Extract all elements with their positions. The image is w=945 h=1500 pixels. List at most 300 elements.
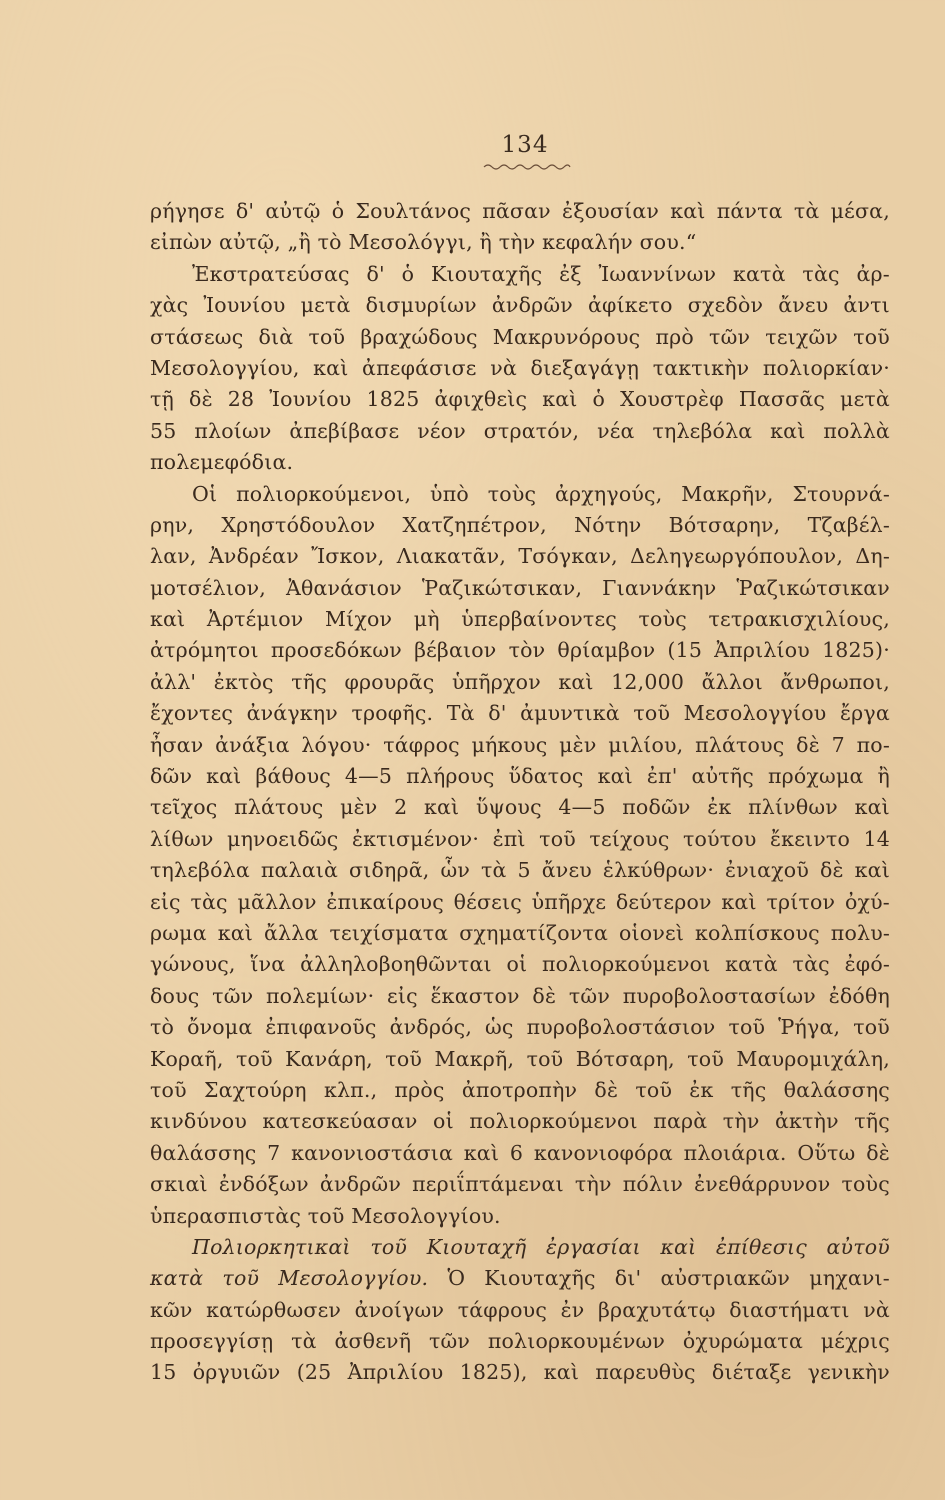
word: 28 [227, 387, 255, 412]
word: βραχυτάτῳ [598, 1297, 716, 1322]
word: καὶ [150, 607, 186, 632]
word: ἀνδρῶν [319, 1172, 401, 1197]
word: τακτικὴν [652, 355, 750, 380]
section-line [150, 1357, 890, 1388]
text-line [150, 824, 890, 855]
word: τὸ [150, 1015, 175, 1040]
word: δὲ [819, 858, 844, 883]
word: Ἐκστρατεύσας [192, 261, 350, 286]
text-line [150, 1138, 890, 1169]
word: Σουλτάνος [355, 199, 472, 223]
word: 2 [394, 795, 408, 820]
word: Οὕτω [797, 1140, 856, 1165]
word: Τζαβέλ- [807, 512, 890, 537]
word: αὐτοῦ [826, 1234, 890, 1259]
word: ἑλκύθρων· [602, 858, 715, 883]
word: πλάτους [234, 795, 324, 820]
word: ἀτρόμητοι [150, 638, 259, 663]
word: κατεσκεύασαν [262, 1109, 418, 1134]
word: πλίνθων [748, 795, 838, 820]
word: Ἰωαννίνων [598, 261, 717, 286]
word: ὧν [440, 858, 471, 883]
word: καὶ [597, 764, 633, 789]
word: πολιορκίαν· [762, 355, 890, 380]
section-line [150, 1263, 890, 1294]
word: Ἴσκον, [311, 544, 385, 569]
word: δεύτερον [615, 889, 712, 914]
word: ἀρχηγούς, [555, 481, 663, 506]
word: ἐξουσίαν [562, 199, 660, 223]
word: τροφῆς. [351, 701, 434, 726]
word: Ἰουνίου [269, 387, 352, 412]
word: εἰς [150, 889, 181, 914]
word: ὡς [485, 1015, 514, 1040]
word: ὑπερβαίνοντες [461, 607, 617, 632]
word: πολεμίων· [266, 983, 375, 1008]
word: αὐστριακῶν [660, 1266, 791, 1291]
word: ἀνδρῶν [491, 293, 573, 318]
word: ἀντι [843, 293, 890, 318]
word: 4—5 [344, 764, 393, 789]
word: ἀπεβίβασε [289, 418, 400, 443]
text-line [150, 1012, 890, 1043]
word: ἔχοντες [150, 701, 234, 726]
word: ὁ [592, 387, 606, 412]
word: Πολιορκητικαὶ [192, 1234, 351, 1259]
word: ἐπικαίρους [326, 889, 444, 914]
word: 12,000 [611, 669, 685, 694]
word: τηλεβόλα [652, 418, 753, 443]
text-line [150, 541, 890, 572]
word: ἐνιαχοῦ [725, 858, 809, 883]
word: ὕψους [475, 795, 542, 820]
word: τειχίσματα [329, 920, 449, 945]
word: Πασσᾶς [738, 387, 826, 412]
word: ἀλληλοβοηθῶνται [300, 952, 492, 977]
text-line [150, 635, 890, 666]
word: ἐκτισμένον· [351, 826, 480, 851]
word: πολιορκουμένων [487, 1329, 666, 1354]
text-line [150, 259, 890, 290]
word: μέσα, [830, 199, 890, 223]
word: γώνους, [150, 952, 236, 977]
word: τάφρους [457, 1297, 547, 1322]
word: ἀλλ' [150, 669, 197, 694]
word: διεξαγάγῃ [530, 355, 640, 380]
word: Ἀπριλίου [347, 1360, 444, 1385]
word: Σαχτούρη [203, 1077, 307, 1102]
word: δὲ [189, 387, 213, 412]
word: σκιαὶ [150, 1172, 208, 1197]
section-line [150, 1295, 890, 1326]
word: παρευθὺς [595, 1360, 696, 1385]
text-line [150, 1106, 890, 1137]
word: ἀμυντικὰ [520, 701, 620, 726]
word: Κιουταχῆς [484, 1266, 596, 1291]
word: Ἀνδρέαν [208, 544, 299, 569]
word: σιδηρᾶ, [349, 858, 430, 883]
word: τοῦ [635, 1077, 673, 1102]
word: χὰς [150, 293, 189, 318]
word: Μακρῆ, [434, 1046, 515, 1071]
word: ἔκειντο [769, 826, 851, 851]
word: κανονιοφόρα [533, 1140, 673, 1165]
word: πολιορκούμενοι [541, 952, 711, 977]
line-text: εἰπὼν αὐτῷ, „ἢ τὸ Μεσολόγγι, ἢ τὴν κεφαλήν σου.“ [150, 230, 697, 255]
word: τηλεβόλα [150, 858, 250, 883]
word: ἐνδόξων [218, 1172, 309, 1197]
word: Βότσαρην, [668, 512, 781, 537]
word: δ' [488, 701, 507, 726]
word: καὶ [660, 1234, 697, 1259]
word: πυροβολοστασίων [622, 983, 816, 1008]
text-line [150, 479, 890, 510]
text-line [150, 447, 890, 478]
word: τρίτον [766, 889, 836, 914]
word: πυροβολοστάσιον [526, 1015, 716, 1040]
text-line [150, 792, 890, 823]
word: ὑπῆρχε [531, 889, 607, 914]
word: καὶ [721, 889, 757, 914]
word: Μακρυνόρους [492, 324, 641, 349]
word: ἐπὶ [492, 826, 526, 851]
word: τῶν [709, 324, 751, 349]
word: λίθων [150, 826, 214, 851]
word: Κανάρη, [285, 1046, 373, 1071]
word: πο- [856, 732, 890, 757]
word: δους [150, 983, 200, 1008]
word: λαν, [150, 544, 197, 569]
word: ἵνα [250, 952, 286, 977]
word: τῶν [212, 983, 254, 1008]
word: ἢ [877, 764, 890, 789]
word: πλοιάρια. [683, 1140, 787, 1165]
word: τὴν [722, 1109, 760, 1134]
word: Τσόγκαν, [518, 544, 618, 569]
word: 15 [150, 1360, 177, 1385]
word: καὶ [463, 1140, 500, 1165]
text-line [150, 290, 890, 321]
body-text [150, 196, 890, 1389]
word: λόγου· [301, 732, 372, 757]
word: ἐνεθάρρυνον [694, 1172, 831, 1197]
word: μέχρις [820, 1329, 890, 1354]
word: πόλιν [622, 1172, 683, 1197]
word: κινδύνου [150, 1109, 247, 1134]
word: πρόχωμα [767, 764, 864, 789]
word: τὰ [793, 199, 820, 223]
word: Λιακατᾶν, [396, 544, 507, 569]
word: Ἰουνίου [203, 293, 286, 318]
word: ἀνάγκην [246, 701, 338, 726]
word: δ' [366, 261, 385, 286]
word: Χρηστόδουλον [221, 512, 376, 537]
text-line [150, 196, 890, 227]
word: τὴν [574, 1172, 612, 1197]
word: τοῦ [235, 1046, 273, 1071]
word: προσεγγίσῃ [150, 1329, 274, 1354]
text-line [150, 698, 890, 729]
word: ἐκ [707, 795, 732, 820]
word: δὲ [594, 1077, 619, 1102]
text-line [150, 949, 890, 980]
word: Τὰ [446, 701, 475, 726]
word: στάσεως [150, 324, 244, 349]
word: θαλάσσης [150, 1140, 257, 1165]
word: (15 [667, 638, 703, 663]
word: κατὰ [732, 261, 786, 286]
word: τοῦ [539, 826, 576, 851]
word: Μεσολογγίου [683, 701, 827, 726]
word: Κοραῆ, [150, 1046, 224, 1071]
word: ὀχυρώματα [682, 1329, 804, 1354]
word: δὲ [796, 732, 820, 757]
word: τείχους [589, 826, 670, 851]
word: Γιαννάκην [602, 575, 717, 600]
word: ἐκτὸς [213, 669, 274, 694]
word: ἄνθρωποι, [780, 669, 890, 694]
word: καὶ [854, 795, 890, 820]
word: καὶ [558, 669, 594, 694]
word: ἄνευ [541, 858, 592, 883]
word: τοῦ [308, 324, 346, 349]
text-line [150, 384, 890, 415]
word: κατώρθωσεν [206, 1297, 342, 1322]
word: φρουρᾶς [344, 669, 435, 694]
word: ποδῶν [622, 795, 691, 820]
word: θρίαμβον [557, 638, 656, 663]
word: καὶ [854, 858, 890, 883]
word: τοῦ [687, 1046, 724, 1071]
word: κανονιοστάσια [291, 1140, 454, 1165]
word: Νότην [574, 512, 642, 537]
word: μετὰ [840, 387, 890, 412]
word: διαστήματι [729, 1297, 850, 1322]
word: κατὰ [150, 1266, 204, 1291]
word: μήκους [471, 732, 548, 757]
word: Ῥαζικώτσικαν, [421, 575, 583, 600]
word: θέσεις [453, 889, 522, 914]
word: Μαυρομιχάλη, [736, 1046, 890, 1071]
word: βραχώδους [360, 324, 478, 349]
word: τοῦ [853, 1015, 890, 1040]
word: κολπίσκους [695, 920, 820, 945]
word: Δεληγεωργόπουλον, [630, 544, 844, 569]
word: ἀκτὴν [774, 1109, 839, 1134]
word: ἄλλα [264, 920, 319, 945]
word: στρατόν, [483, 418, 580, 443]
word: τὰ [291, 1329, 317, 1354]
word: ὕδατος [508, 764, 584, 789]
word: 1825)· [822, 638, 890, 663]
word: ἐργασίαι [546, 1234, 641, 1259]
word: καὶ [424, 795, 460, 820]
text-line [150, 227, 890, 258]
word: δὲ [866, 1140, 890, 1165]
word: δῶν [150, 764, 193, 789]
word: καὶ [770, 418, 806, 443]
word: τοῦ [222, 1266, 260, 1291]
word: 55 [150, 418, 177, 443]
word: 1825), [459, 1360, 528, 1385]
word: ἐπ' [646, 764, 678, 789]
word: τοὺς [841, 1172, 890, 1197]
word: καὶ [206, 764, 242, 789]
word: Κιουταχῆς [430, 261, 543, 286]
word: τοῦ [370, 1234, 408, 1259]
word: ἐκ [689, 1077, 714, 1102]
word: οἱ [433, 1109, 454, 1134]
word: Ῥαζικώτσικαν [736, 575, 890, 600]
word: Ἀρτέμιον [206, 607, 304, 632]
text-line [150, 981, 890, 1012]
word: ἀφιχθεὶς [434, 387, 528, 412]
word: πλάτους [695, 732, 785, 757]
word: τοῦ [853, 324, 890, 349]
word: σχηματίζοντα [459, 920, 609, 945]
word: ἐν [560, 1297, 585, 1322]
word: πολιορκούμενοι [469, 1109, 638, 1134]
word: 7 [267, 1140, 281, 1165]
text-line [150, 353, 890, 384]
word: παρὰ [653, 1109, 708, 1134]
word: καὶ [670, 199, 706, 223]
word: διὰ [258, 324, 294, 349]
word: τειχῶν [765, 324, 839, 349]
word: Ῥήγα, [778, 1015, 841, 1040]
word: Χουστρὲφ [620, 387, 724, 412]
word: πολυ- [830, 920, 890, 945]
word: πρὸ [655, 324, 694, 349]
word: ὁ [401, 261, 415, 286]
text-line [150, 887, 890, 918]
word: τοῦ [150, 1077, 187, 1102]
word: καὶ [542, 387, 578, 412]
word: τὸν [508, 638, 546, 663]
word: τῶν [568, 983, 610, 1008]
text-line [150, 761, 890, 792]
word: αὐτῆς [691, 764, 754, 789]
word: μοτσέλιον, [150, 575, 266, 600]
section-line [150, 1326, 890, 1357]
word: τὰς [792, 952, 830, 977]
word: ἐξ [559, 261, 582, 286]
word: Στουρνά- [792, 481, 890, 506]
word: οἱ [506, 952, 528, 977]
text-line [150, 416, 890, 447]
word: ὑπῆρχον [451, 669, 541, 694]
word: μᾶλλον [237, 889, 317, 914]
word: τοῦ [633, 701, 671, 726]
word: ὀχύ- [844, 889, 890, 914]
ornament-divider [482, 162, 572, 172]
word: μὴ [413, 607, 440, 632]
word: ἐπιφανοῦς [265, 1015, 377, 1040]
word: Κιουταχῆ [426, 1234, 527, 1259]
word: νὰ [490, 355, 517, 380]
word: 7 [831, 732, 845, 757]
word: βέβαιον [414, 638, 497, 663]
word: τούτου [683, 826, 757, 851]
word: μὲν [559, 732, 597, 757]
word: 1825 [366, 387, 420, 412]
word: θαλάσσης [783, 1077, 890, 1102]
word: τοὺς [487, 481, 537, 506]
word: Μεσολογγίου. [278, 1266, 429, 1291]
word: καὶ [543, 1360, 580, 1385]
word: παλαιὰ [260, 858, 339, 883]
word: τοὺς [638, 607, 687, 632]
text-line [150, 604, 890, 635]
word: μηχανι- [809, 1266, 890, 1291]
word: αὐτῷ [265, 199, 321, 223]
word: διέταξε [711, 1360, 792, 1385]
word: προσεδόκων [270, 638, 402, 663]
section-line [150, 1232, 890, 1263]
word: τῆς [291, 669, 327, 694]
word: μὲν [340, 795, 378, 820]
word: ἀνάξια [215, 732, 290, 757]
word: πᾶσαν [482, 199, 551, 223]
text-line [150, 855, 890, 886]
text-line [150, 573, 890, 604]
word: Ἀπριλίου [714, 638, 810, 663]
word: κῶν [150, 1297, 193, 1322]
word: τῇ [150, 387, 175, 412]
word: τῶν [428, 1329, 471, 1354]
word: Μακρῆν, [681, 481, 774, 506]
word: τῆς [854, 1109, 890, 1134]
word: ὁ [331, 199, 345, 223]
word: τὰς [802, 261, 840, 286]
word: τάφρος [383, 732, 460, 757]
text-line [150, 322, 890, 353]
word: ἐδόθη [828, 983, 890, 1008]
word: δ' [235, 199, 255, 223]
word: ἐπίθεσις [715, 1234, 807, 1259]
word: 14 [863, 826, 890, 851]
word: ἦσαν [150, 732, 204, 757]
word: βάθους [255, 764, 331, 789]
word: ἐφό- [844, 952, 890, 977]
word: Μίχον [324, 607, 393, 632]
word: Δη- [855, 544, 890, 569]
word: (25 [296, 1360, 332, 1385]
word: κλπ., [323, 1077, 378, 1102]
word: ἀσθενῆ [334, 1329, 412, 1354]
word: τὰ [480, 858, 507, 883]
word: ἄλλοι [701, 669, 763, 694]
word: ρήγησε [150, 199, 225, 223]
word: ἕκαστον [430, 983, 520, 1008]
word: κατὰ [725, 952, 778, 977]
word: καὶ [313, 355, 349, 380]
word: περιΐπτάμεναι [412, 1172, 564, 1197]
word: Μεσολογγίου, [150, 355, 300, 380]
word: τοῦ [385, 1046, 423, 1071]
word: μηνοειδῶς [227, 826, 339, 851]
text-line [150, 1169, 890, 1200]
word: τεῖχος [150, 795, 218, 820]
word: Οἱ [192, 481, 218, 506]
word: ὄνομα [187, 1015, 253, 1040]
word: πάντα [716, 199, 783, 223]
word: εἰς [387, 983, 418, 1008]
word: ρωμα [150, 920, 207, 945]
word: ρην, [150, 512, 195, 537]
word: σχεδὸν [687, 293, 764, 318]
text-line [150, 918, 890, 949]
